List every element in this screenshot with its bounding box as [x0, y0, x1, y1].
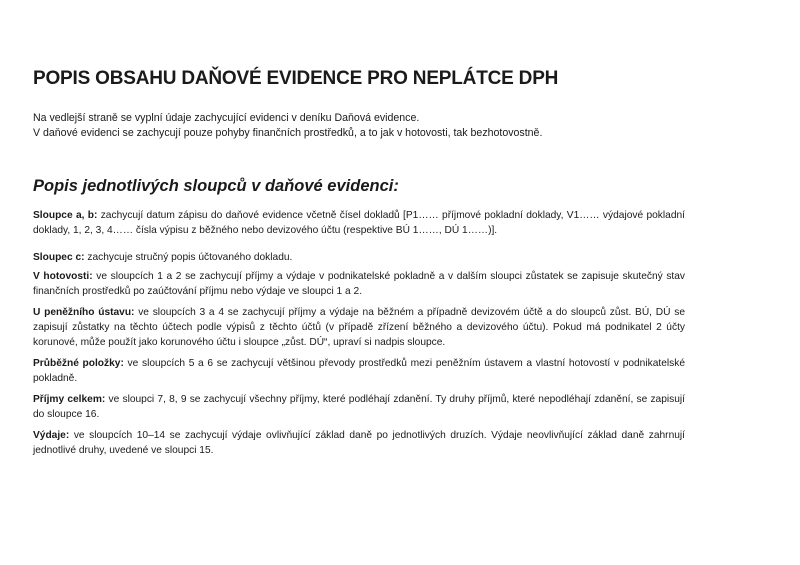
section-title: Popis jednotlivých sloupců v daňové evidenci:: [33, 177, 399, 195]
column-text: zachycují datum zápisu do daňové evidence včetně čísel dokladů [P1…… příjmové pokladní doklady, V1…… výdajové pokladní doklady, 1, 2, 3, 4…… čísla výpisu z běžného nebo devizového účtu (respektive BÚ 1……, DÚ 1……)].: [33, 210, 685, 236]
column-term: Sloupce a, b:: [33, 210, 98, 221]
intro-text: [33, 111, 767, 141]
column-descriptions: [33, 208, 685, 458]
column-term: U peněžního ústavu:: [33, 307, 135, 318]
intro-line-2: V daňové evidenci se zachycují pouze pohyby finančních prostředků, a to jak v hotovosti, tak bezhotovostně.: [33, 127, 543, 139]
column-term: Průběžné položky:: [33, 358, 124, 369]
column-text: ve sloupcích 3 a 4 se zachycují příjmy a výdaje na běžném a případně devizovém účtě a do sloupců zůst. BÚ, DÚ se zapisují zůstatky na těchto účtech podle výpisů z těchto účtů (v případě zřízení běžného a devizového účtu). Pokud má podnikatel 2 účty korunové, může použít jako korunového účtu i sloupce „zůst. DÚ“, upraví si nadpis sloupce.: [33, 307, 685, 348]
page-title: POPIS OBSAHU DAŇOVÉ EVIDENCE PRO NEPLÁTCE DPH: [33, 68, 559, 89]
column-text: ve sloupcích 5 a 6 se zachycují většinou převody prostředků mezi peněžním ústavem a vlastní hotovostí v podnikatelské pokladně.: [33, 358, 685, 384]
column-term: Výdaje:: [33, 430, 70, 441]
column-description-cash: [33, 269, 685, 299]
column-term: V hotovosti:: [33, 271, 93, 282]
column-description-transit: [33, 356, 685, 386]
column-text: ve sloupcích 1 a 2 se zachycují příjmy a výdaje v podnikatelské pokladně a v dalším sloupci zůstatek se zapisuje skutečný stav finančních prostředků po zaúčtování příjmu nebo výdaje ve sloupci 1 a 2.: [33, 271, 685, 297]
intro-line-1: Na vedlejší straně se vyplní údaje zachycující evidenci v deníku Daňová evidence.: [33, 112, 420, 124]
column-description-c: [33, 250, 685, 265]
column-description-income: [33, 392, 685, 422]
column-description-bank: [33, 305, 685, 350]
column-description-expenses: [33, 428, 685, 458]
column-term: Sloupec c:: [33, 252, 85, 263]
column-text: zachycuje stručný popis účtovaného dokladu.: [84, 252, 293, 263]
column-text: ve sloupcích 10–14 se zachycují výdaje ovlivňující základ daně po jednotlivých druzích. Výdaje neovlivňující základ daně zahrnují jednotlivé druhy, uvedené ve sloupci 15.: [33, 430, 685, 456]
column-description-ab: [33, 208, 685, 238]
column-term: Příjmy celkem:: [33, 394, 106, 405]
column-text: ve sloupci 7, 8, 9 se zachycují všechny příjmy, které podléhají zdanění. Ty druhy příjmů, které nepodléhají zdanění, se zapisují do sloupce 16.: [33, 394, 686, 420]
